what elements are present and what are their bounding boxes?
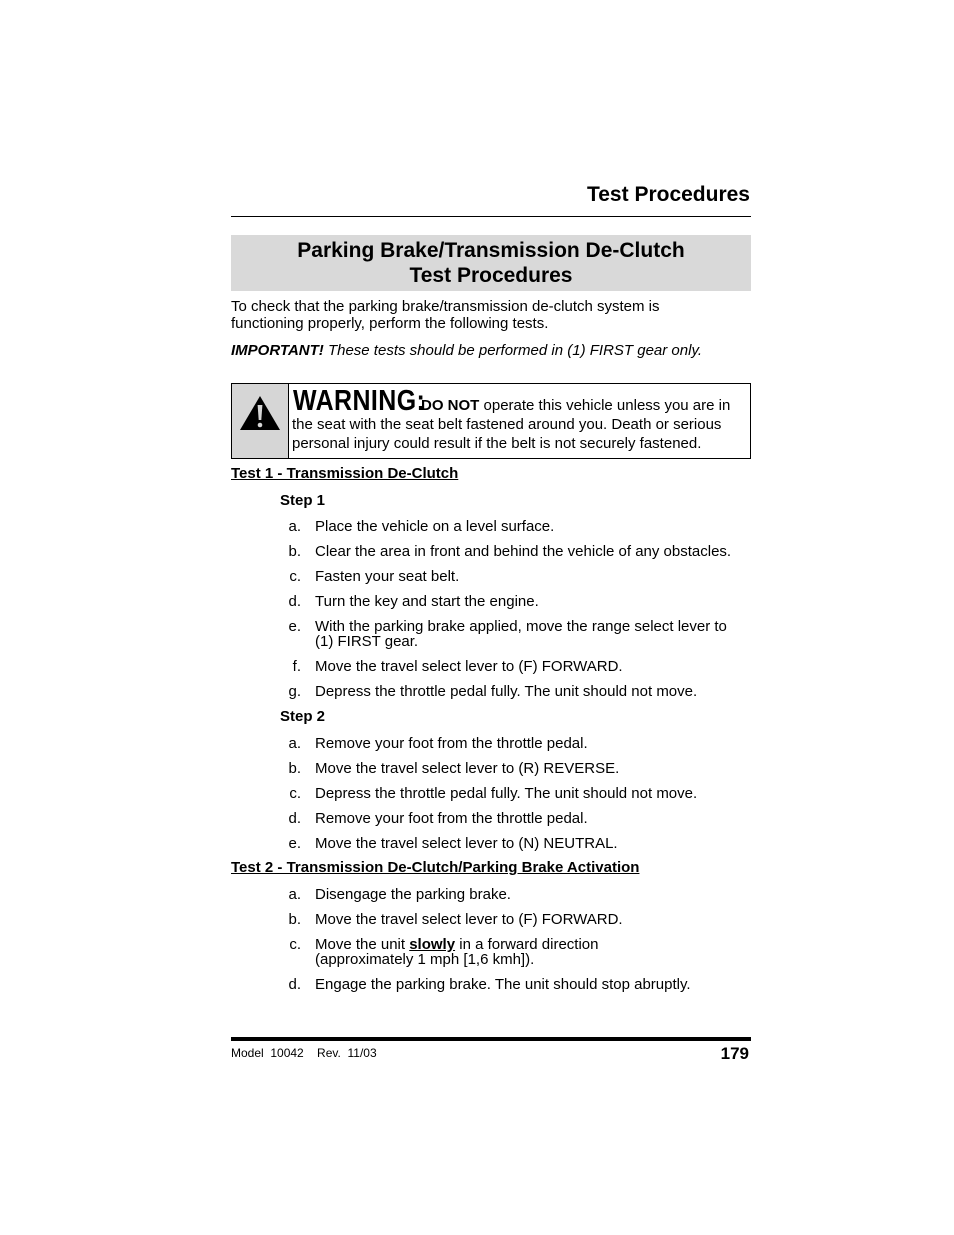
page-number: 179 <box>720 1044 749 1063</box>
list-letter: f. <box>292 658 301 675</box>
list-text: Remove your foot from the throttle pedal. <box>315 735 588 752</box>
list-letter: g. <box>288 683 301 700</box>
list-letter: d. <box>288 976 301 993</box>
list-letter: d. <box>288 810 301 827</box>
header-rule <box>231 216 751 217</box>
important-text: These tests should be performed in (1) FIRST gear only. <box>323 342 703 359</box>
list-letter: d. <box>288 593 301 610</box>
list-text: Depress the throttle pedal fully. The unit should not move. <box>315 785 698 802</box>
footer-model-revision: Model 10042 Rev. 11/03 <box>231 1046 377 1060</box>
list-text: Depress the throttle pedal fully. The unit should not move. <box>315 683 698 700</box>
step-1-label: Step 1 <box>280 492 326 509</box>
list-text: Fasten your seat belt. <box>315 568 460 585</box>
list-text-line-2: (approximately 1 mph [1,6 kmh]). <box>315 951 535 968</box>
intro-paragraph <box>231 298 660 332</box>
list-text <box>315 937 598 967</box>
list-text: Move the travel select lever to (F) FORWARD. <box>315 658 623 675</box>
warning-line-1 <box>421 397 730 414</box>
list-text: Turn the key and start the engine. <box>315 593 539 610</box>
list-text: Disengage the parking brake. <box>315 886 511 903</box>
list-letter: a. <box>288 886 301 903</box>
banner-line-1: Parking Brake/Transmission De-Clutch <box>297 239 685 262</box>
list-text: Clear the area in front and behind the vehicle of any obstacles. <box>315 543 732 560</box>
slowly-emphasis: slowly <box>409 936 456 953</box>
list-text: Move the travel select lever to (R) REVERSE. <box>315 760 620 777</box>
list-text-line-2: (1) FIRST gear. <box>315 633 419 650</box>
list-text: Move the travel select lever to (N) NEUTRAL. <box>315 835 618 852</box>
test-2-title: Test 2 - Transmission De-Clutch/Parking Brake Activation <box>231 859 640 876</box>
important-note <box>231 342 702 359</box>
test-1-title: Test 1 - Transmission De-Clutch <box>231 465 459 482</box>
list-text-line-1: With the parking brake applied, move the range select lever to <box>315 618 727 635</box>
list-letter: c. <box>289 936 301 953</box>
warning-do-not: DO NOT <box>421 397 480 414</box>
warning-line-2: the seat with the seat belt fastened around you. Death or serious <box>292 416 722 433</box>
list-text: Engage the parking brake. The unit should stop abruptly. <box>315 976 691 993</box>
list-letter: e. <box>288 835 301 852</box>
intro-line-2: functioning properly, perform the following tests. <box>231 315 549 332</box>
list-letter: c. <box>289 785 301 802</box>
list-text: Move the travel select lever to (F) FORWARD. <box>315 911 623 928</box>
warning-line-1-rest: operate this vehicle unless you are in <box>479 397 731 414</box>
warning-line-3: personal injury could result if the belt is not securely fastened. <box>292 435 702 452</box>
footer-rule <box>231 1037 751 1041</box>
important-label: IMPORTANT! <box>231 342 324 359</box>
warning-box <box>231 383 751 459</box>
list-text-line-1 <box>315 937 598 952</box>
list-letter: e. <box>288 618 301 635</box>
list-text-post: in a forward direction <box>455 936 599 953</box>
warning-icon-cell <box>232 384 289 458</box>
list-letter: a. <box>288 518 301 535</box>
list-letter: b. <box>288 543 301 560</box>
procedure-title-banner <box>231 235 751 291</box>
step-2-label: Step 2 <box>280 708 326 725</box>
list-letter: b. <box>288 911 301 928</box>
warning-triangle-icon <box>238 394 282 432</box>
section-header-title: Test Procedures <box>586 183 750 206</box>
list-text: Remove your foot from the throttle pedal. <box>315 810 588 827</box>
list-letter: b. <box>288 760 301 777</box>
list-text-pre: Move the unit <box>315 936 410 953</box>
warning-heading: WARNING: <box>293 385 426 417</box>
intro-line-1: To check that the parking brake/transmission de-clutch system is <box>231 298 660 315</box>
banner-line-2: Test Procedures <box>409 264 573 287</box>
list-letter: c. <box>289 568 301 585</box>
list-letter: a. <box>288 735 301 752</box>
list-text: Place the vehicle on a level surface. <box>315 518 555 535</box>
list-text <box>315 619 727 649</box>
